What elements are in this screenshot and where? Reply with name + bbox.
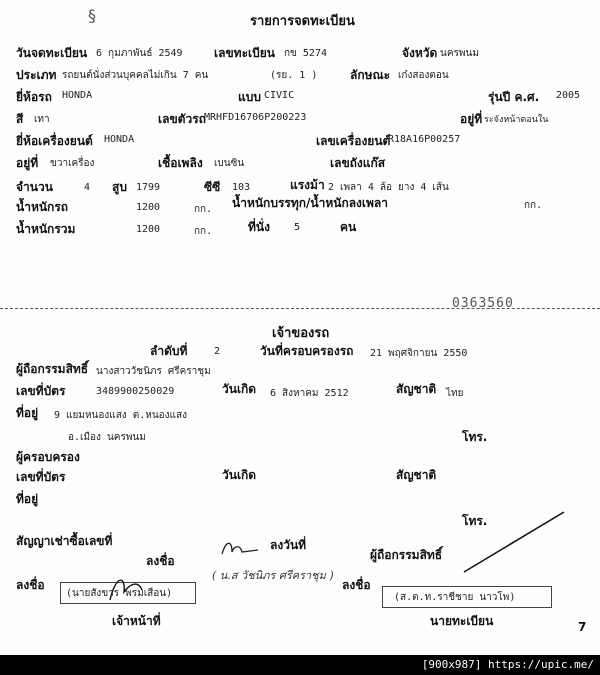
engine-no-value: R18A16P00257	[388, 134, 461, 145]
owner-title: เจ้าของรถ	[272, 326, 330, 341]
color-label: สี	[16, 112, 24, 126]
reg-date-value: 6 กุมภาพันธ์ 2549	[96, 48, 183, 59]
address-line2: อ.เมือง นครพนม	[68, 432, 146, 443]
registrar-sign-label: ลงชื่อ	[342, 578, 371, 592]
model-label: แบบ	[238, 90, 261, 104]
owner-sign-name: ( น.ส วัชนิภร ศรีคราชุม )	[212, 569, 334, 582]
sign-date-label: ลงวันที่	[270, 538, 307, 552]
chassis-label: เลขตัวรถ	[158, 112, 206, 126]
reg-date-label: วันจดทะเบียน	[16, 46, 88, 60]
page-number: 7	[578, 620, 587, 634]
address-line1: 9 แยมหนองแสง ต.หนองแสง	[54, 410, 187, 421]
holder-id-label: เลขที่บัตร	[16, 470, 66, 484]
cc-value: 1799	[136, 182, 161, 193]
seats-label: ที่นั่ง	[248, 220, 270, 234]
type-code: (รย. 1 )	[270, 70, 318, 81]
weight-unit: กก.	[194, 204, 213, 215]
footer-text: [900x987] https://upic.me/	[421, 658, 594, 671]
image-host-footer	[0, 655, 600, 675]
total-weight-value: 1200	[136, 224, 161, 235]
fuel-label: เชื้อเพลิง	[158, 156, 203, 170]
registrar-role: นายทะเบียน	[430, 614, 494, 628]
seats-unit: คน	[340, 220, 357, 234]
cc-label: ซีซี	[204, 180, 221, 194]
ink-mark-icon: §	[88, 6, 96, 25]
owner-label: ผู้ถือกรรมสิทธิ์	[16, 362, 89, 376]
year-value: 2005	[556, 90, 581, 101]
year-label: รุ่นปี ค.ศ.	[488, 90, 540, 104]
dob-label: วันเกิด	[222, 382, 257, 396]
brand-label: ยี่ห้อรถ	[16, 90, 52, 104]
seats-value: 5	[294, 222, 301, 233]
owner-name: นางสาววัชนิภร ศรีคราชุม	[96, 366, 211, 377]
engine-no-label: เลขเครื่องยนต์	[316, 134, 391, 148]
hp-value: 103	[232, 182, 251, 193]
brand-value: HONDA	[62, 90, 93, 101]
engine-location-label: อยู่ที่	[16, 156, 39, 170]
style-value: เก๋งสองตอน	[398, 70, 449, 81]
holder-dob-label: วันเกิด	[222, 468, 257, 482]
possession-date-value: 21 พฤศจิกายน 2550	[370, 348, 468, 359]
reg-no-value: กข 5274	[284, 48, 327, 59]
possession-date-label: วันที่ครอบครองรถ	[260, 344, 354, 358]
officer-signature-icon	[104, 570, 148, 606]
weight-label: น้ำหนักรถ	[16, 200, 69, 214]
id-value: 3489900250029	[96, 386, 175, 397]
holder-label: ผู้ครอบครอง	[16, 450, 80, 464]
load-label: น้ำหนักบรรทุก/น้ำหนักลงเพลา	[232, 196, 389, 210]
owner-sign-role: ผู้ถือกรรมสิทธิ์	[370, 548, 443, 562]
chassis-location-label: อยู่ที่	[460, 112, 483, 126]
cylinders-label: จำนวน	[16, 180, 53, 194]
province-label: จังหวัด	[402, 46, 438, 60]
cylinders-value: 4	[84, 182, 91, 193]
nationality-value: ไทย	[446, 388, 464, 399]
load-unit: กก.	[524, 200, 543, 211]
officer-role: เจ้าหน้าที่	[112, 614, 161, 628]
registration-title: รายการจดทะเบียน	[250, 14, 355, 29]
nationality-label: สัญชาติ	[396, 382, 437, 396]
total-weight-label: น้ำหนักรวม	[16, 222, 76, 236]
officer-name: (นายสังขาร พรมเสือน)	[66, 588, 173, 599]
cylinders-unit: สูบ	[112, 180, 127, 194]
reg-no-label: เลขทะเบียน	[214, 46, 275, 60]
model-value: CIVIC	[264, 90, 295, 101]
order-label: ลำดับที่	[150, 344, 188, 358]
type-value: รถยนต์นั่งส่วนบุคคลไม่เกิน 7 คน	[62, 70, 209, 81]
registrar-name: (ส.ต.ท.ราชีชาย นาวโพ)	[394, 592, 516, 603]
gas-tank-label: เลขถังแก๊ส	[330, 156, 386, 170]
chassis-value: MRHFD16706P200223	[204, 112, 307, 123]
tel-label: โทร.	[462, 430, 488, 444]
chassis-location-value: ระจังหน้าตอนใน	[484, 115, 549, 125]
holder-tel-label: โทร.	[462, 514, 488, 528]
address-label: ที่อยู่	[16, 406, 39, 420]
owner-sign-label: ลงชื่อ	[146, 554, 175, 568]
hp-label: แรงม้า	[290, 178, 325, 192]
engine-location-value: ขวาเครื่อง	[50, 158, 95, 169]
type-label: ประเภท	[16, 68, 57, 82]
holder-address-label: ที่อยู่	[16, 492, 39, 506]
contract-label: สัญญาเช่าซื้อเลขที่	[16, 534, 113, 548]
engine-brand-label: ยี่ห้อเครื่องยนต์	[16, 134, 93, 148]
owner-signature-icon	[218, 538, 266, 560]
dob-value: 6 สิงหาคม 2512	[270, 388, 349, 399]
officer-sign-label: ลงชื่อ	[16, 578, 45, 592]
engine-brand-value: HONDA	[104, 134, 135, 145]
axle-value: 2 เพลา 4 ล้อ ยาง 4 เส้น	[328, 182, 449, 193]
weight-value: 1200	[136, 202, 161, 213]
pen-stroke-icon	[460, 508, 570, 576]
style-label: ลักษณะ	[350, 68, 391, 82]
order-value: 2	[214, 346, 221, 357]
total-weight-unit: กก.	[194, 226, 213, 237]
province-value: นครพนม	[440, 48, 479, 59]
id-label: เลขที่บัตร	[16, 384, 66, 398]
color-value: เทา	[34, 114, 50, 125]
holder-nationality-label: สัญชาติ	[396, 468, 437, 482]
fuel-value: เบนซิน	[214, 158, 245, 169]
serial-number-partial: 0363560	[452, 296, 514, 311]
